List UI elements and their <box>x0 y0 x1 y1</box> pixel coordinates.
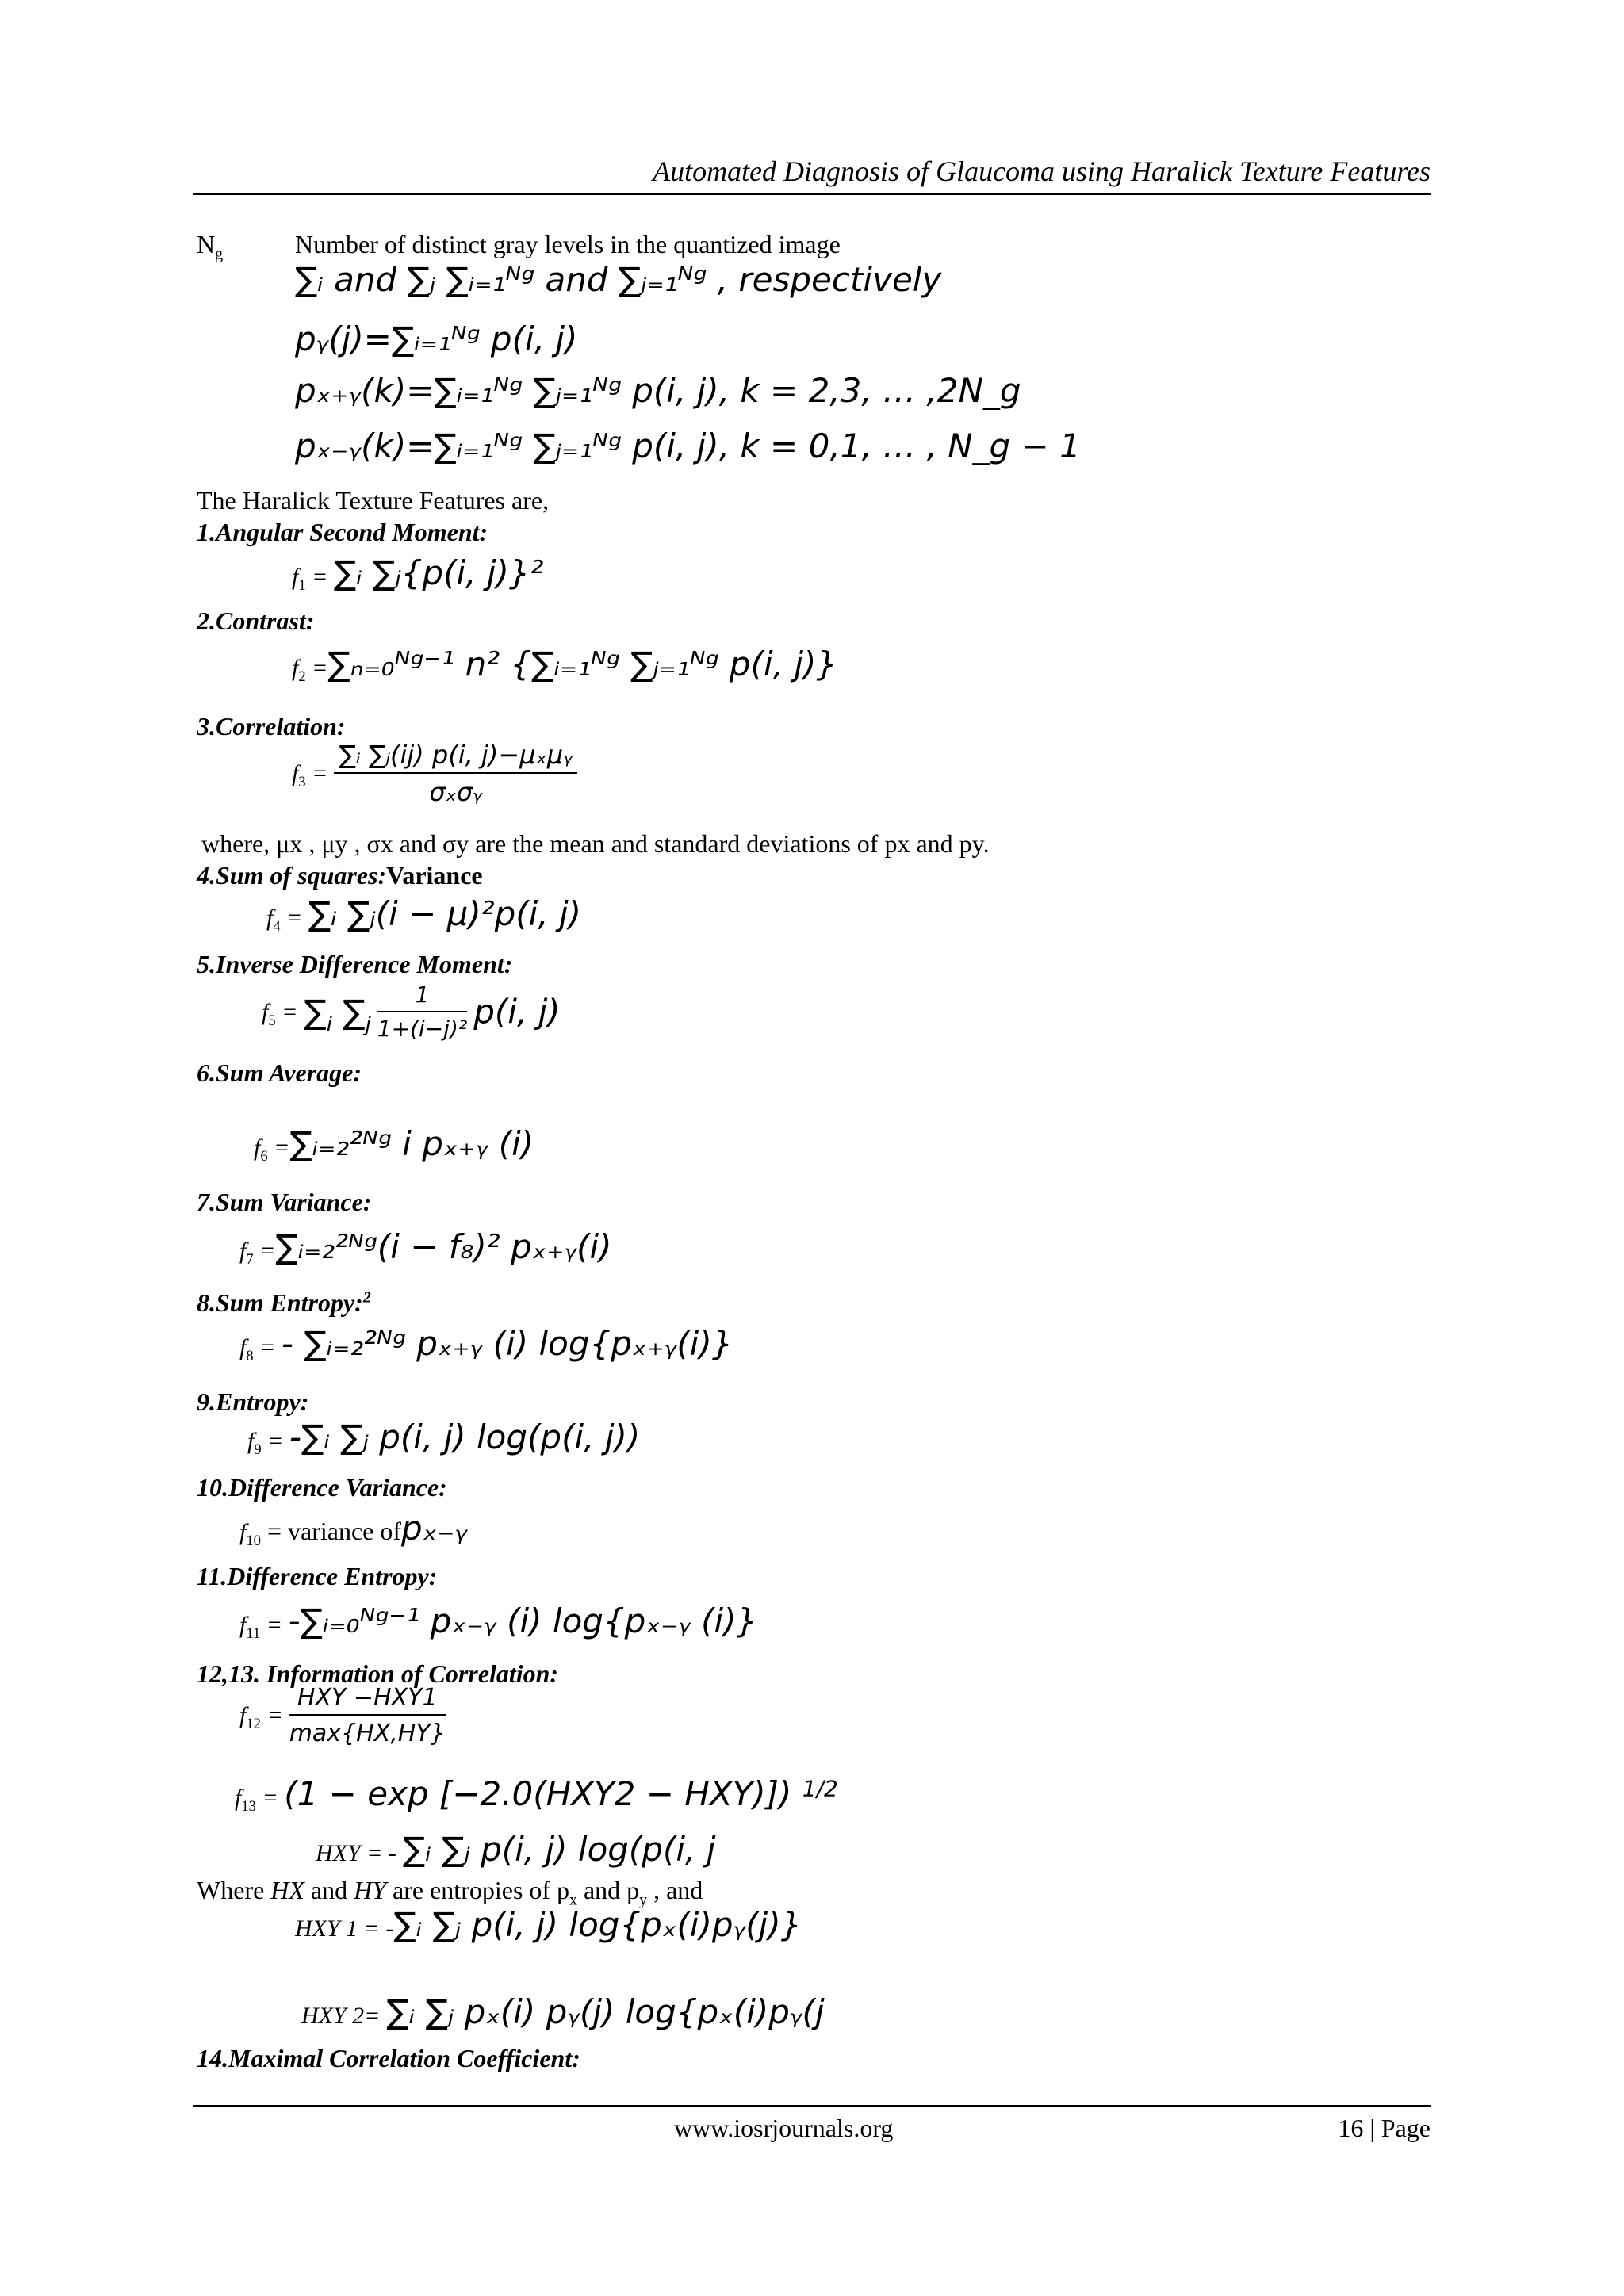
f1-equation: $f_1$ = ∑ᵢ ∑ⱼ{p(i, j)}² <box>292 553 544 594</box>
f8-title: 8.Sum Entropy:$^2$ <box>197 1288 371 1317</box>
hxy-equation: HXY = - ∑ᵢ ∑ⱼ p(i, j) log(p(i, j <box>316 1830 716 1869</box>
f1-title: 1.Angular Second Moment: <box>197 518 488 546</box>
f5-title: 5.Inverse Difference Moment: <box>197 950 513 978</box>
footer-rule <box>193 2105 1431 2107</box>
f6-title: 6.Sum Average: <box>197 1058 362 1087</box>
eq-px-plus-y: pₓ₊ᵧ(k)=∑ᵢ₌₁ᴺᵍ ∑ⱼ₌₁ᴺᵍ p(i, j), k = 2,3, … ,2N_g <box>295 371 1021 410</box>
hx-hy-where: Where HX and HY are entropies of $p_x$ and $p_y$ , and <box>197 1876 703 1909</box>
f8-equation: $f_8$ = - ∑ᵢ₌₂²ᴺᵍ pₓ₊ᵧ (i) log{pₓ₊ᵧ(i)} <box>239 1324 733 1364</box>
hxy2-equation: HXY 2= ∑ᵢ ∑ⱼ pₓ(i) pᵧ(j) log{pₓ(i)pᵧ(j <box>301 1992 825 2031</box>
f13-equation: $f_{13} = (1 - \exp [-2.0(HXY2 - HXY)])$ $^{1/2}$ <box>235 1774 838 1815</box>
eq-px-minus-y: pₓ₋ᵧ(k)=∑ᵢ₌₁ᴺᵍ ∑ⱼ₌₁ᴺᵍ p(i, j), k = 0,1, … , N_g − 1 <box>295 427 1081 465</box>
f6-equation: $f_6$ =∑ᵢ₌₂²ᴺᵍ i pₓ₊ᵧ (i) <box>254 1124 534 1165</box>
hxy1-equation: HXY 1 = -∑ᵢ ∑ⱼ p(i, j) log{pₓ(i)pᵧ(j)} <box>295 1905 802 1944</box>
f14-title: 14.Maximal Correlation Coefficient: <box>197 2044 580 2072</box>
f11-equation: $f_{11}$ = -∑ᵢ₌₀ᴺᵍ⁻¹ pₓ₋ᵧ (i) log{pₓ₋ᵧ (i)} <box>239 1601 758 1642</box>
f3-title: 3.Correlation: <box>197 712 346 740</box>
f7-equation: $f_7$ =∑ᵢ₌₂²ᴺᵍ(i − f₈)² pₓ₊ᵧ(i) <box>239 1227 612 1268</box>
f4-equation: $f_4$ = ∑ᵢ ∑ⱼ(i − μ)²p(i, j) <box>266 894 582 935</box>
footer-page-number: 16 | Page <box>1338 2114 1431 2142</box>
f12-13-title: 12,13. Information of Correlation: <box>197 1659 559 1688</box>
f9-title: 9.Entropy: <box>197 1387 309 1416</box>
running-header: Automated Diagnosis of Glaucoma using Haralick Texture Features <box>653 155 1431 187</box>
ng-description: Number of distinct gray levels in the quantized image <box>295 230 841 258</box>
f2-equation: $f_2$ =∑ₙ₌₀ᴺᵍ⁻¹ n² {∑ᵢ₌₁ᴺᵍ ∑ⱼ₌₁ᴺᵍ p(i, j)} <box>292 645 838 685</box>
f10-equation: $f_{10}$ = variance ofpₓ₋ᵧ <box>239 1509 468 1549</box>
ng-symbol: $N_g$ <box>197 230 224 263</box>
f4-title: 4.Sum of squares:Variance <box>197 861 483 890</box>
f10-title: 10.Difference Variance: <box>197 1473 447 1502</box>
header-rule <box>193 193 1431 195</box>
f3-equation: $f_3$ = $\frac{\text{∑ᵢ ∑ⱼ(ij) p(i, j)−μₓμᵧ}}{\text{σₓσᵧ}}$ <box>292 741 577 806</box>
footer-website: www.iosrjournals.org <box>674 2114 894 2142</box>
f11-title: 11.Difference Entropy: <box>197 1562 438 1590</box>
eq-py: pᵧ(j)=∑ᵢ₌₁ᴺᵍ p(i, j) <box>295 320 578 358</box>
f2-title: 2.Contrast: <box>197 607 315 635</box>
f7-title: 7.Sum Variance: <box>197 1188 372 1216</box>
f5-equation: $f_5 = \sum_i$ $\sum_j$ $\frac{1}{\text{1+(i−j)²}}$ p(i, j) <box>262 982 561 1042</box>
eq-sums-notation: ∑ᵢ and ∑ⱼ ∑ᵢ₌₁ᴺᵍ and ∑ⱼ₌₁ᴺᵍ , respectively <box>295 260 942 299</box>
intro-text: The Haralick Texture Features are, <box>197 486 550 515</box>
f12-equation: $f_{12}$ = $\frac{\text{HXY −HXY1}}{\max\{HX,HY\}}$ <box>239 1684 446 1747</box>
f3-where: where, μx , μy , σx and σy are the mean and standard deviations of px and py. <box>201 829 990 858</box>
f9-equation: $f_9$ = -∑ᵢ ∑ⱼ p(i, j) log(p(i, j)) <box>247 1418 641 1458</box>
